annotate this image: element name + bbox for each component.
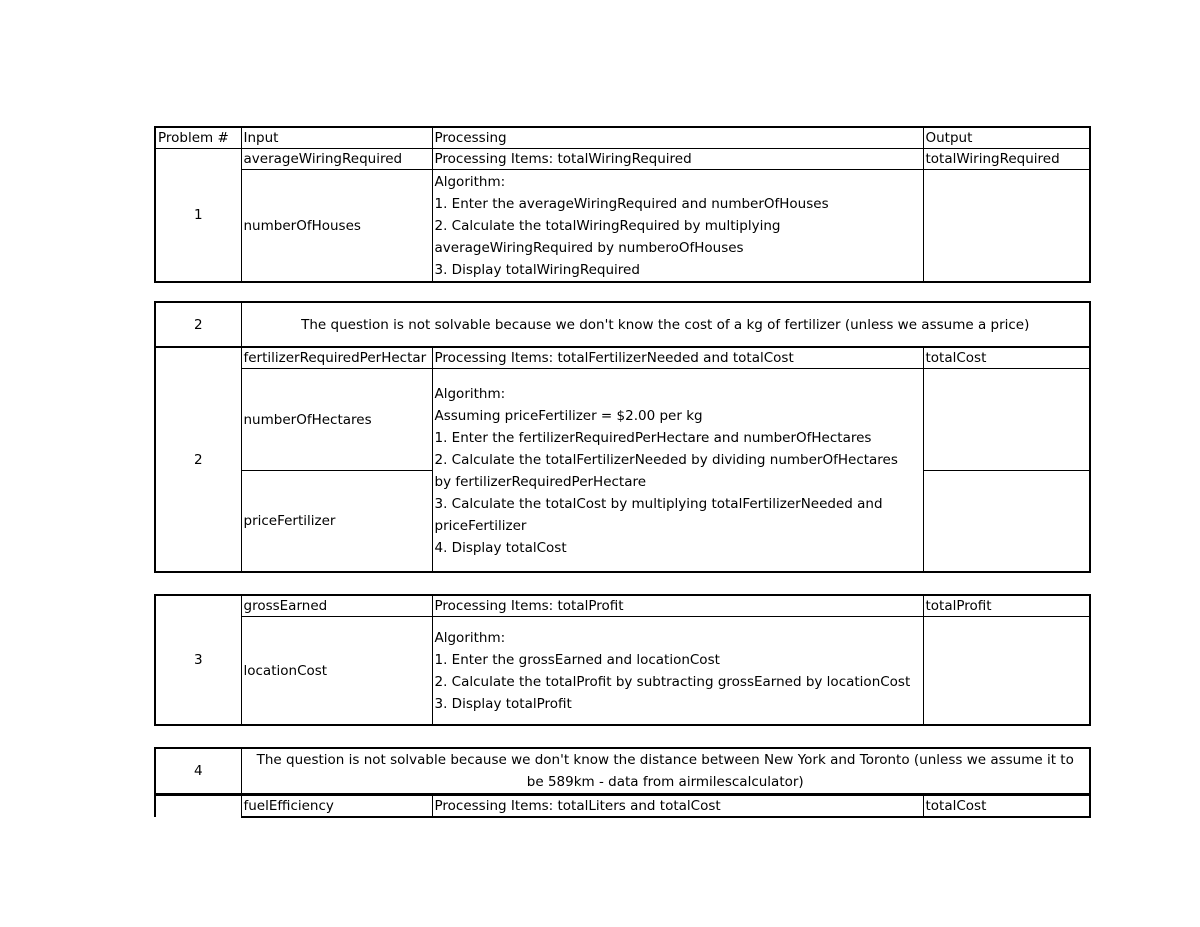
algorithm-line: by fertilizerRequiredPerHectare xyxy=(434,473,647,490)
problem-number-empty xyxy=(155,795,241,817)
problem-number: 2 xyxy=(155,302,241,347)
algorithm-line: 2. Calculate the totalProfit by subtracting grossEarned by locationCost xyxy=(434,674,911,690)
header-output: Output xyxy=(923,127,1090,149)
algorithm-line: 1. Enter the fertilizerRequiredPerHectare and numberOfHectares xyxy=(434,429,872,446)
output-empty-cell xyxy=(923,170,1090,283)
algorithm-line: 2. Calculate the totalWiringRequired by multiplying xyxy=(434,218,781,234)
algorithm-line: 3. Display totalProfit xyxy=(434,696,572,712)
problem-4-table-block xyxy=(154,794,1089,818)
processing-items-cell: Processing Items: totalWiringRequired xyxy=(432,149,923,170)
table-row xyxy=(155,149,1090,170)
algorithm-line: Algorithm: xyxy=(434,174,506,190)
algorithm-line: 2. Calculate the totalFertilizerNeeded by dividing numberOfHectares xyxy=(434,451,898,468)
input-cell: locationCost xyxy=(241,617,432,726)
header-row xyxy=(155,127,1090,149)
algorithm-line: 1. Enter the grossEarned and locationCost xyxy=(434,652,720,668)
algorithm-line: Algorithm: xyxy=(434,630,506,646)
problem-number: 4 xyxy=(155,748,241,794)
algorithm-line: 3. Display totalWiringRequired xyxy=(434,262,640,278)
problem-1-table xyxy=(154,126,1091,283)
output-cell: totalWiringRequired xyxy=(923,149,1090,170)
note-row xyxy=(155,302,1090,347)
input-cell: priceFertilizer xyxy=(241,471,432,573)
table-row xyxy=(155,595,1090,617)
table-row xyxy=(155,170,1090,283)
problem-1-table-block xyxy=(154,126,1089,283)
problem-4-note-table xyxy=(154,747,1091,795)
input-cell: averageWiringRequired xyxy=(241,149,432,170)
table-row xyxy=(155,369,1090,471)
table-row xyxy=(155,347,1090,369)
processing-items-cell: Processing Items: totalProfit xyxy=(432,595,923,617)
header-processing: Processing xyxy=(432,127,923,149)
header-input: Input xyxy=(241,127,432,149)
problem-3-table xyxy=(154,594,1091,726)
output-empty-cell xyxy=(923,617,1090,726)
output-empty-cell xyxy=(923,471,1090,573)
algorithm-line: averageWiringRequired by numberoOfHouses xyxy=(434,240,744,256)
input-cell: fuelEfficiency xyxy=(241,795,432,817)
problem-3-table-block xyxy=(154,594,1089,726)
problem-number: 2 xyxy=(155,347,241,572)
problem-4-table xyxy=(154,794,1091,818)
input-cell: grossEarned xyxy=(241,595,432,617)
output-cell: totalProfit xyxy=(923,595,1090,617)
header-problem: Problem # xyxy=(155,127,241,149)
problem-2-note-table xyxy=(154,301,1091,348)
output-empty-cell xyxy=(923,369,1090,471)
problem-4-note-block xyxy=(154,747,1089,795)
output-cell: totalCost xyxy=(923,347,1090,369)
note-row xyxy=(155,748,1090,794)
input-cell: numberOfHouses xyxy=(241,170,432,283)
table-row xyxy=(155,795,1090,817)
note-text: The question is not solvable because we don't know the cost of a kg of fertilizer (unless we assume a price) xyxy=(241,302,1090,347)
problem-2-table-block xyxy=(154,346,1089,573)
algorithm-line: Algorithm: xyxy=(434,385,506,402)
processing-items-cell: Processing Items: totalFertilizerNeeded and totalCost xyxy=(432,347,923,369)
output-cell: totalCost xyxy=(923,795,1090,817)
algorithm-line: priceFertilizer xyxy=(434,517,527,534)
algorithm-line: 1. Enter the averageWiringRequired and numberOfHouses xyxy=(434,196,829,212)
algorithm-cell xyxy=(432,170,923,283)
problem-2-note-block xyxy=(154,301,1089,348)
input-cell: fertilizerRequiredPerHectar xyxy=(241,347,432,369)
problem-number: 1 xyxy=(155,149,241,283)
algorithm-line: Assuming priceFertilizer = $2.00 per kg xyxy=(434,407,703,424)
algorithm-line: 3. Calculate the totalCost by multiplying totalFertilizerNeeded and xyxy=(434,495,883,512)
problem-2-table xyxy=(154,346,1091,573)
input-cell: numberOfHectares xyxy=(241,369,432,471)
note-text: The question is not solvable because we don't know the distance between New York and Toronto (unless we assume it to be 589km - data from airmilescalculator) xyxy=(241,748,1090,794)
processing-items-cell: Processing Items: totalLiters and totalCost xyxy=(432,795,923,817)
algorithm-cell xyxy=(432,617,923,726)
problem-number: 3 xyxy=(155,595,241,725)
table-row xyxy=(155,617,1090,726)
algorithm-cell xyxy=(432,369,923,573)
algorithm-line: 4. Display totalCost xyxy=(434,539,567,556)
